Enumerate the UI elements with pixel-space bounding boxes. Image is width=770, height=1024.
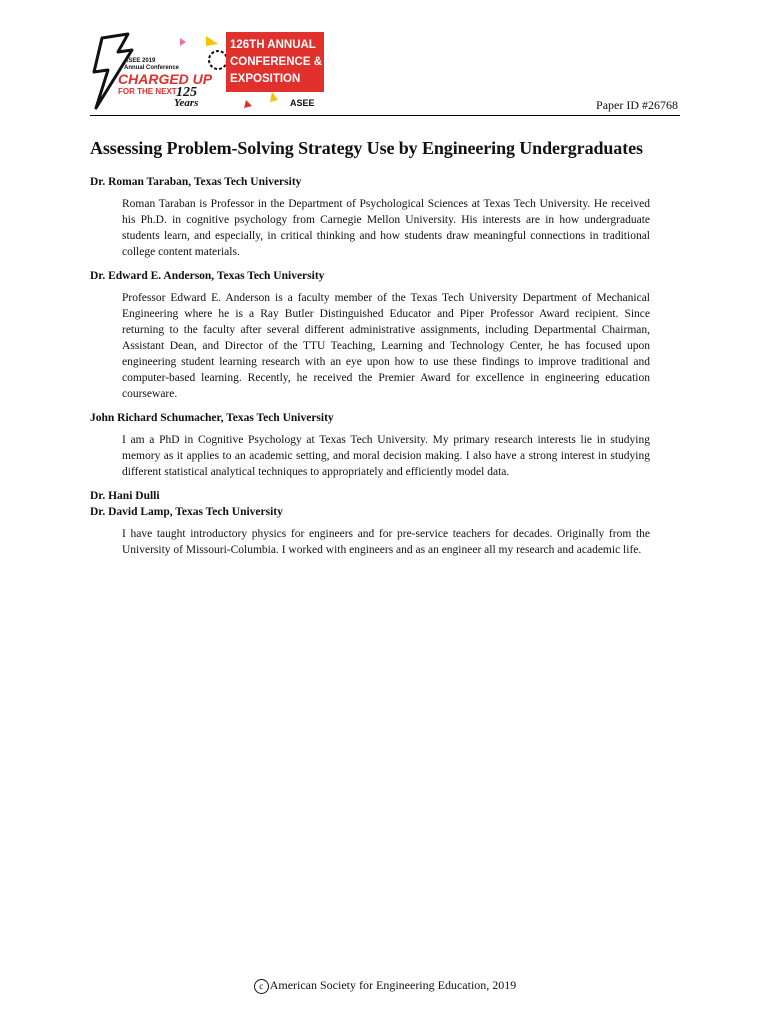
- confetti-yellow: [206, 36, 218, 46]
- paper-id: Paper ID #26768: [596, 98, 678, 112]
- author-name: Dr. David Lamp, Texas Tech University: [90, 506, 283, 518]
- logo-org: ASEE: [290, 98, 315, 108]
- author-list: [90, 174, 650, 566]
- author-bio: Roman Taraban is Professor in the Department of Psychological Sciences at Texas Tech University. He received his Ph.D. in cognitive psychology from Carnegie Mellon University. His interests are in how undergraduate students learn, and especially, in critical thinking and how students draw meaningful connections in traditional college content materials.: [122, 198, 650, 258]
- author-name: John Richard Schumacher, Texas Tech University: [90, 412, 334, 424]
- author-bio: Professor Edward E. Anderson is a faculty member of the Texas Tech University Department of Mechanical Engineering where he is a Ray Butler Distinguished Educator and Piper Professor Award recipient. Since returning to the faculty after several different administrative assignments, including Departmental Chairman, Assistant Dean, and Director of the TTU Teaching, Learning and Technology Center, he has focused upon engineering student learning research with an eye upon how to use these findings to improve traditional and computer-based learning. Recently, he received the Premier Award for excellence in engineering education courseware.: [122, 292, 650, 400]
- logo-number: 125: [176, 85, 197, 100]
- author-name: Dr. Roman Taraban, Texas Tech University: [90, 176, 302, 188]
- author-bio: I have taught introductory physics for engineers and for pre-service teachers for decades. Originally from the University of Missouri-Columbia. I worked with engineers and as an engineer all my research and academic life.: [122, 528, 650, 556]
- logo-charged: CHARGED UP: [118, 71, 213, 87]
- paper-title: Assessing Problem-Solving Strategy Use by Engineering Undergraduates: [90, 138, 643, 158]
- logo-line2: Annual Conference: [124, 65, 180, 71]
- logo-annual: 126TH ANNUAL: [230, 39, 316, 51]
- conference-logo: [88, 30, 328, 112]
- logo-conference: CONFERENCE &: [230, 56, 323, 68]
- confetti-pink: [180, 38, 186, 46]
- logo-years: Years: [174, 97, 199, 109]
- author-bio: I am a PhD in Cognitive Psychology at Texas Tech University. My primary research interests lie in studying memory as it applies to an academic setting, and moral decision making. I also have a strong interest in studying different statistical analytical techniques to appropriately and efficiently model data.: [122, 434, 650, 478]
- author-name: Dr. Edward E. Anderson, Texas Tech University: [90, 270, 325, 282]
- copyright-footer: [0, 978, 770, 994]
- confetti-yellow-2: [270, 92, 278, 102]
- author-name: Dr. Hani Dulli: [90, 490, 160, 502]
- logo-next: FOR THE NEXT: [118, 87, 177, 96]
- header-divider: [90, 115, 680, 116]
- copyright-text: American Society for Engineering Education, 2019: [269, 978, 517, 992]
- copyright-icon: c: [254, 979, 269, 994]
- logo-exposition: EXPOSITION: [230, 73, 301, 85]
- logo-line1: ASEE 2019: [124, 58, 156, 64]
- confetti-red: [244, 100, 252, 108]
- gear-icon: [209, 51, 227, 69]
